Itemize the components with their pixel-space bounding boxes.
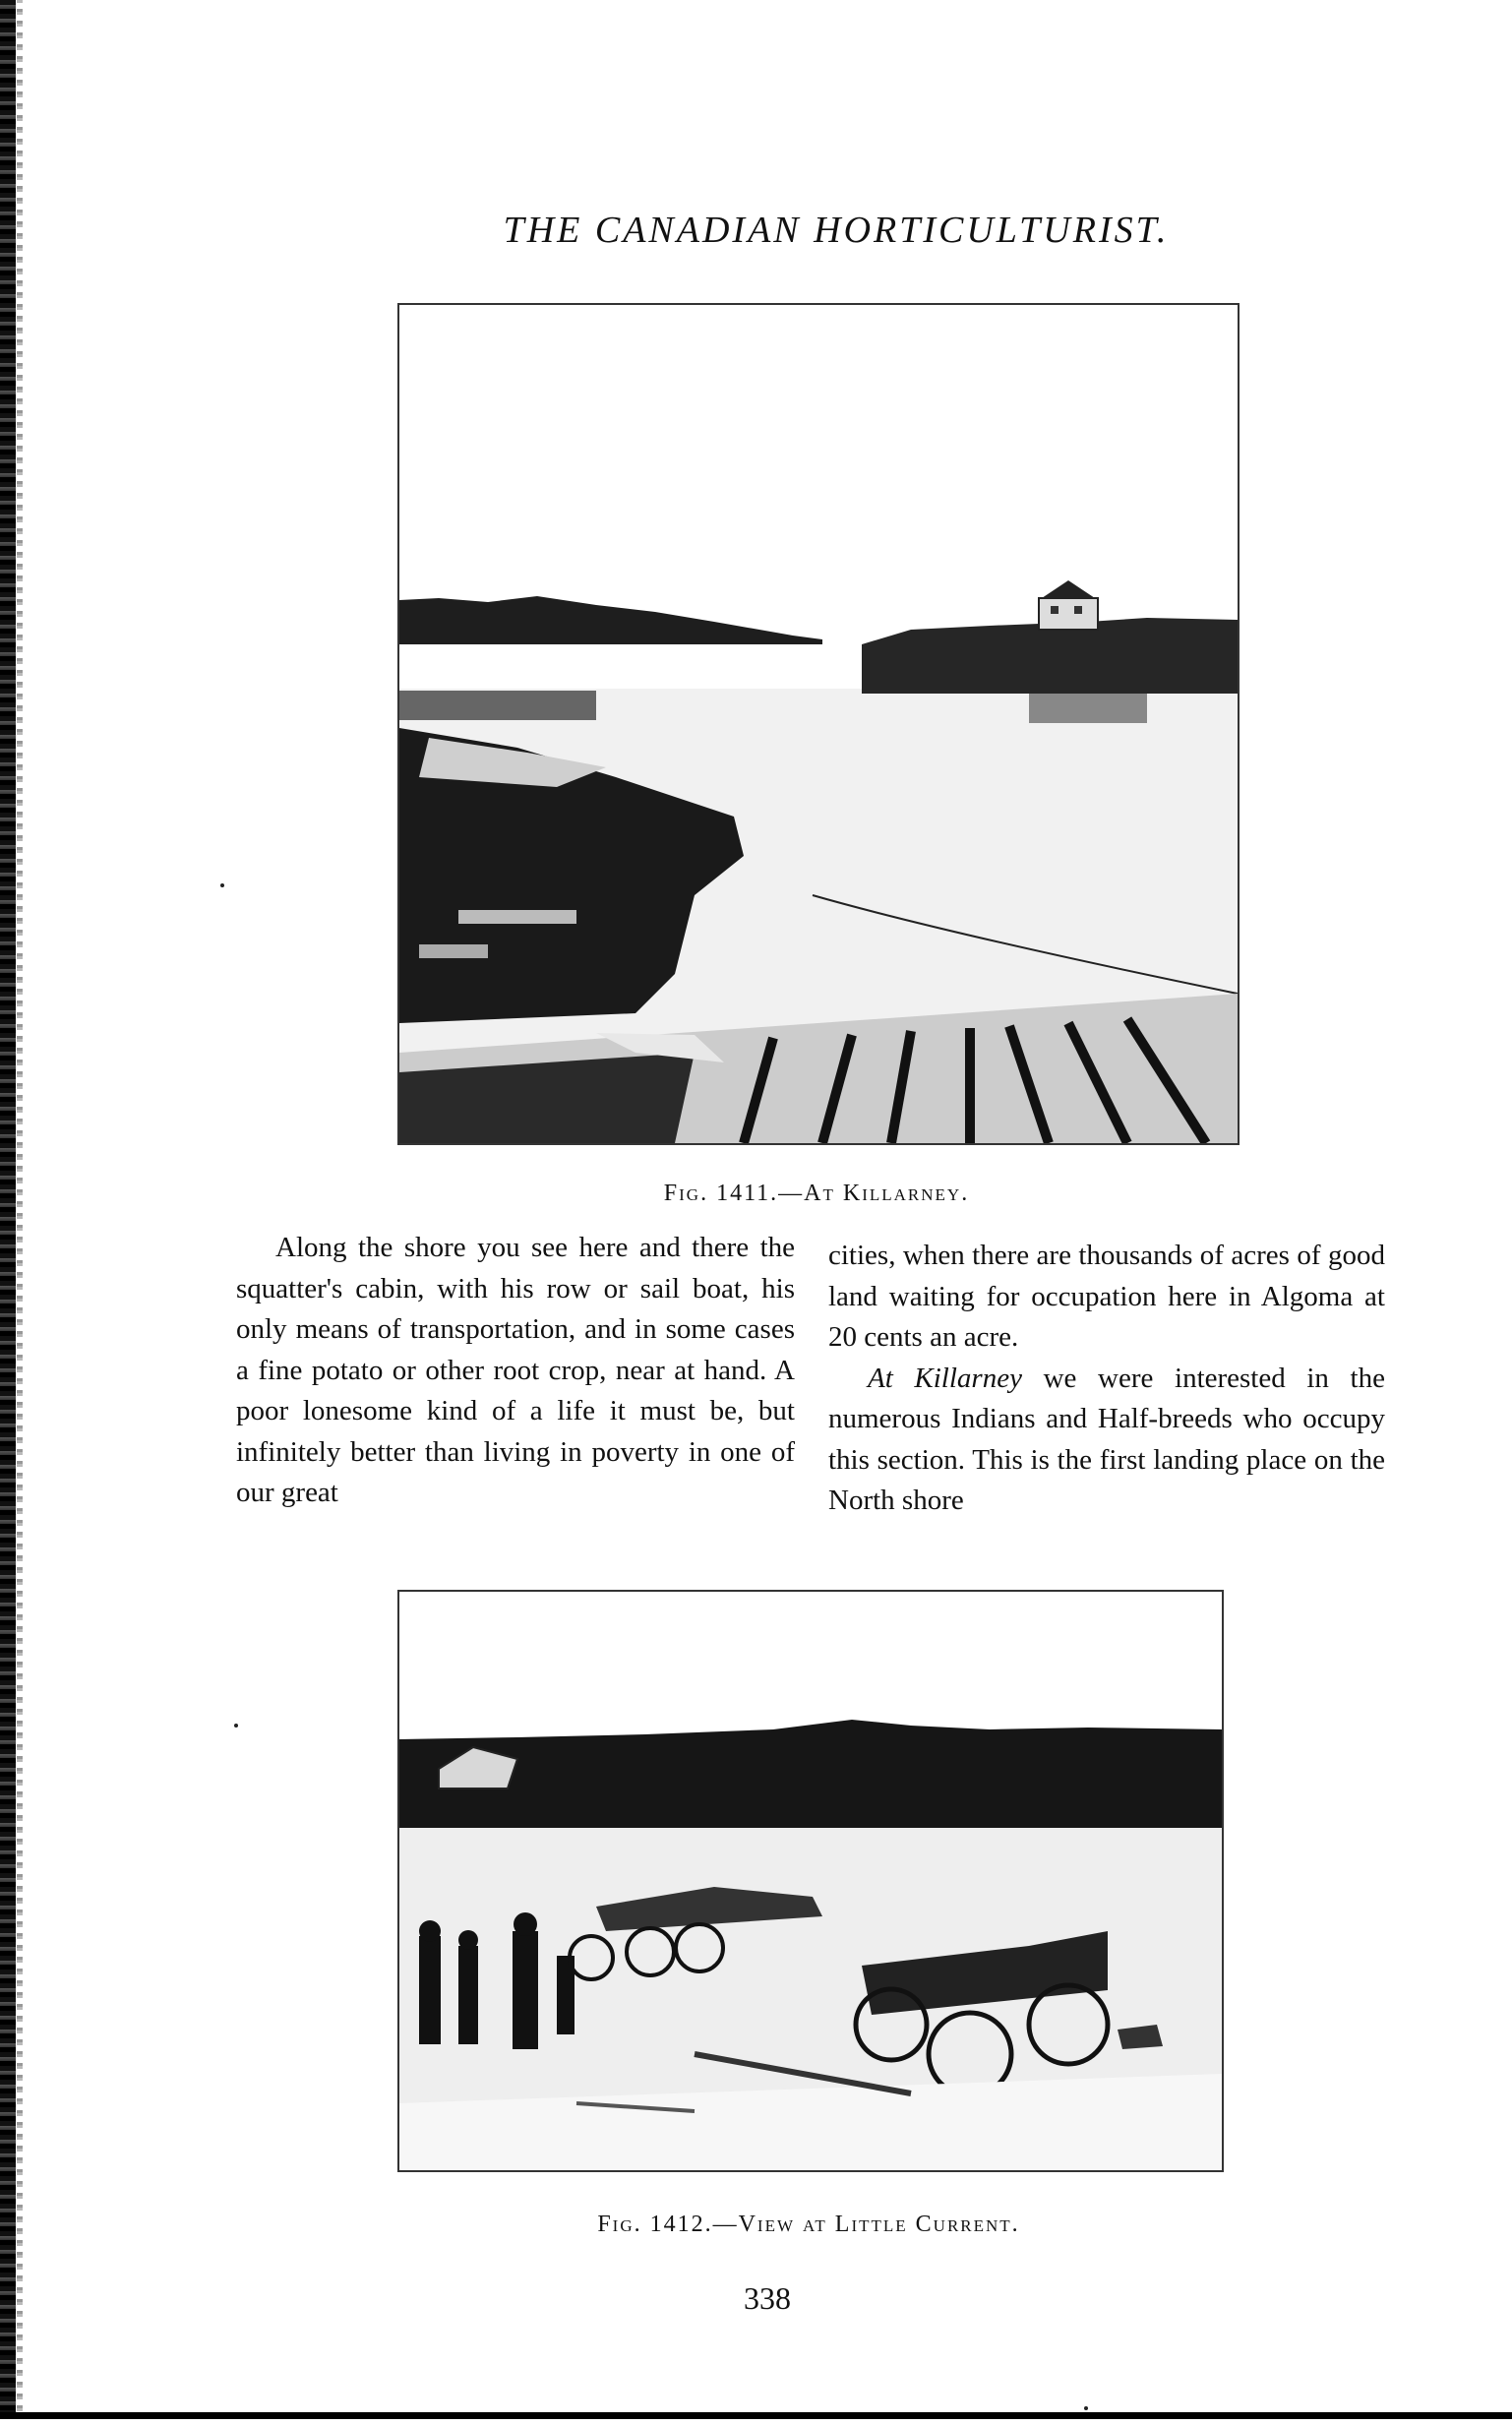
print-speck [1084,2406,1088,2410]
page-binding-edge-inner [17,0,23,2425]
paragraph-left: Along the shore you see here and there the squatter's cabin, with his row or sail boat, his only means of transportation, and in some cases a fine potato or other root crop, near at hand. A poor lonesome kind of a life it must be, but infinitely better than living in poverty in one of our great [236,1232,795,1508]
paragraph-right-2-rest: we were interested in the numerous Indians and Half-breeds who occupy this section. This is the first landing place on the North shore [828,1362,1385,1516]
paragraph-right-2 [828,1359,1385,1522]
figure-1412-photo [397,1590,1224,2172]
text-column-left [236,1228,795,1514]
figure-1412-caption: Fig. 1412.—View at Little Current. [597,2212,1020,2237]
print-speck [234,1724,238,1728]
text-column-right [828,1236,1385,1522]
paragraph-right-2-lead: At Killarney [868,1362,1022,1394]
figure-1411-caption: Fig. 1411.—At Killarney. [663,1181,970,1206]
page-binding-edge [0,0,16,2425]
page-number: 338 [744,2280,791,2316]
running-head: THE CANADIAN HORTICULTURIST. [503,210,1170,251]
print-speck [220,883,224,887]
figure-1411-photo [397,303,1240,1145]
paragraph-right-1: cities, when there are thousands of acres of good land waiting for occupation here in Algoma at 20 cents an acre. [828,1240,1385,1353]
page-bottom-edge [0,2412,1512,2425]
